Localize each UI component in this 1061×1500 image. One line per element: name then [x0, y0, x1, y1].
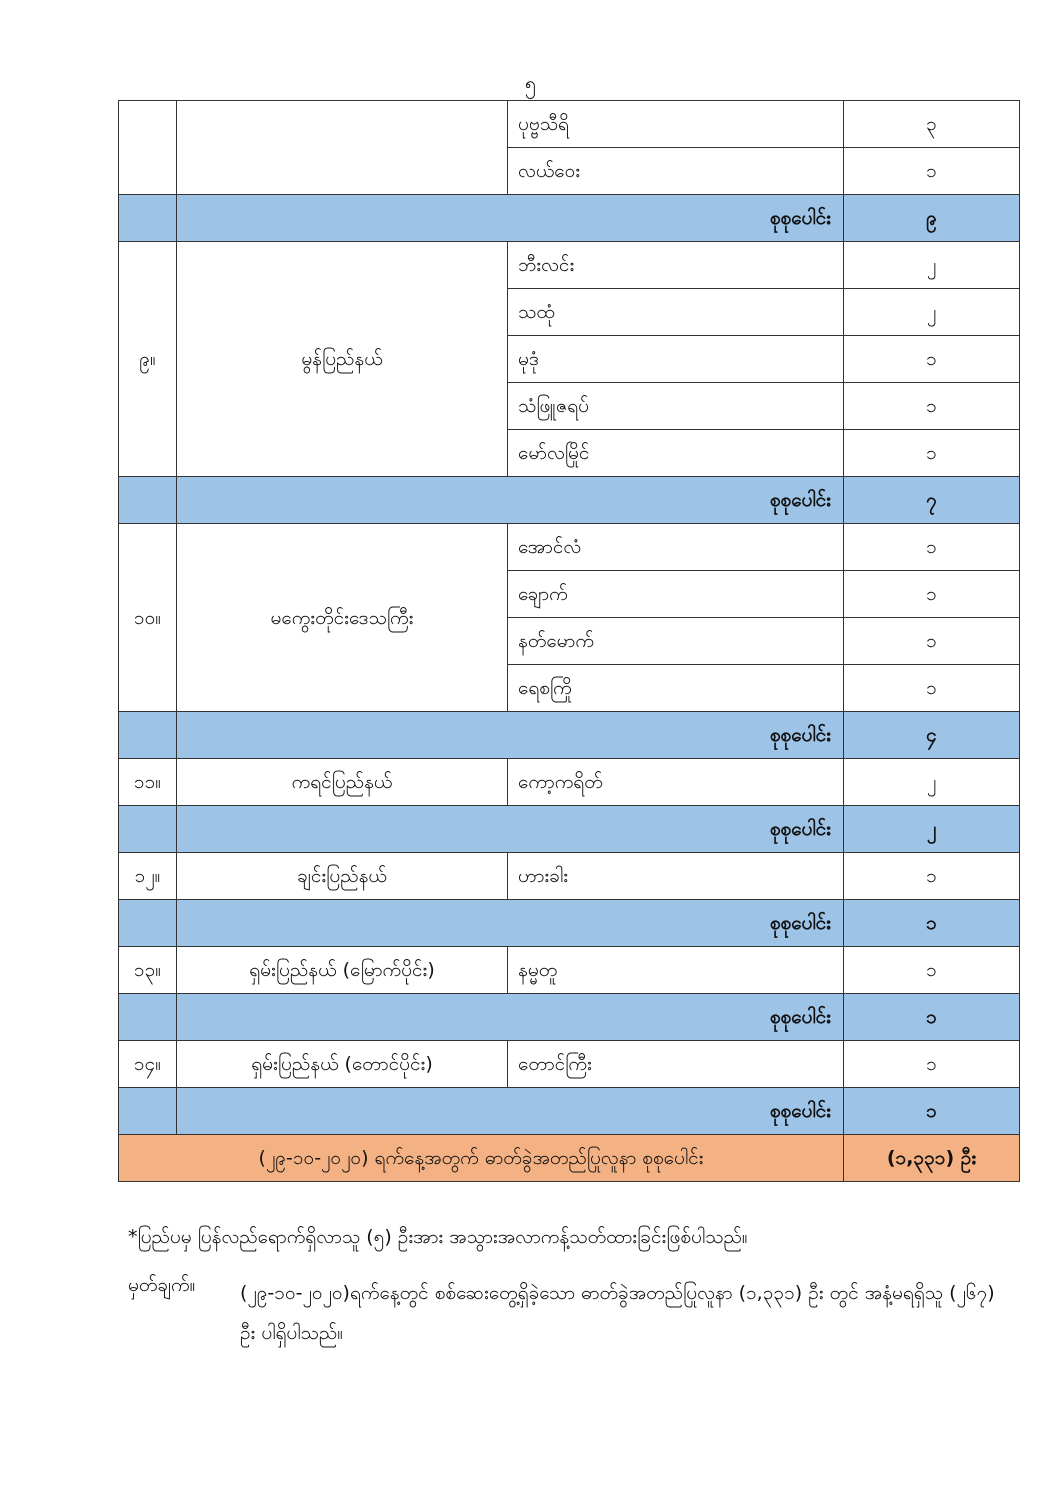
page-number: ၅	[524, 71, 537, 95]
region-cell	[177, 101, 508, 195]
notes-section	[128, 1225, 1008, 1353]
row-number-cell: ၉။	[119, 242, 177, 477]
subtotal-count: ၇	[844, 477, 1020, 524]
case-count-cell: ၁	[844, 1041, 1020, 1088]
remark-text: (၂၉-၁၀-၂၀၂၀)ရက်နေ့တွင် စစ်ဆေးတွေ့ရှိခဲ့သော ဓာတ်ခွဲအတည်ပြုလူနာ (၁,၃၃၁) ဦး တွင် အနံ့မရရှိသူ (၂၆၇) ဦး ပါရှိပါသည်။	[240, 1282, 995, 1344]
case-count-cell: ၁	[844, 571, 1020, 618]
table-row	[119, 947, 1020, 994]
region-cell: ချင်းပြည်နယ်	[177, 853, 508, 900]
grand-total-count: (၁,၃၃၁) ဦး	[844, 1135, 1020, 1182]
subtotal-label: စုစုပေါင်း	[177, 900, 844, 947]
township-cell: ကော့ကရိတ်	[508, 759, 844, 806]
table-row	[119, 101, 1020, 148]
subtotal-count: ၁	[844, 900, 1020, 947]
grand-total-label: (၂၉-၁၀-၂၀၂၀) ရက်နေ့အတွက် ဓာတ်ခွဲအတည်ပြုလူနာ စုစုပေါင်း	[119, 1135, 844, 1182]
subtotal-blank-cell	[119, 806, 177, 853]
row-number-cell: ၁၀။	[119, 524, 177, 712]
township-cell: သထုံ	[508, 289, 844, 336]
case-count-cell: ၁	[844, 665, 1020, 712]
case-count-cell: ၂	[844, 759, 1020, 806]
township-cell: ရေစကြို	[508, 665, 844, 712]
subtotal-row	[119, 195, 1020, 242]
subtotal-row	[119, 900, 1020, 947]
township-cell: လယ်ဝေး	[508, 148, 844, 195]
township-cell: နမ္မတူ	[508, 947, 844, 994]
region-cell: မကွေးတိုင်းဒေသကြီး	[177, 524, 508, 712]
subtotal-row	[119, 477, 1020, 524]
township-cell: ချောက်	[508, 571, 844, 618]
subtotal-label: စုစုပေါင်း	[177, 195, 844, 242]
case-count-cell: ၃	[844, 101, 1020, 148]
township-cell: အောင်လံ	[508, 524, 844, 571]
remark-label: မှတ်ချက်။	[128, 1274, 196, 1296]
case-count-cell: ၁	[844, 336, 1020, 383]
case-count-cell: ၁	[844, 383, 1020, 430]
cases-table	[118, 100, 1020, 1182]
township-cell: မုဒုံ	[508, 336, 844, 383]
subtotal-blank-cell	[119, 477, 177, 524]
subtotal-row	[119, 806, 1020, 853]
table-row	[119, 853, 1020, 900]
region-cell: ကရင်ပြည်နယ်	[177, 759, 508, 806]
subtotal-count: ၁	[844, 994, 1020, 1041]
grand-total-row	[119, 1135, 1020, 1182]
subtotal-count: ၄	[844, 712, 1020, 759]
case-count-cell: ၁	[844, 947, 1020, 994]
case-count-cell: ၁	[844, 524, 1020, 571]
case-count-cell: ၂	[844, 242, 1020, 289]
row-number-cell: ၁၂။	[119, 853, 177, 900]
subtotal-blank-cell	[119, 1088, 177, 1135]
township-cell: ပုဗ္ဗသီရိ	[508, 101, 844, 148]
subtotal-count: ၂	[844, 806, 1020, 853]
case-count-cell: ၁	[844, 853, 1020, 900]
subtotal-row	[119, 994, 1020, 1041]
subtotal-label: စုစုပေါင်း	[177, 1088, 844, 1135]
row-number-cell: ၁၄။	[119, 1041, 177, 1088]
subtotal-blank-cell	[119, 712, 177, 759]
case-count-cell: ၁	[844, 430, 1020, 477]
township-cell: နတ်မောက်	[508, 618, 844, 665]
table-row	[119, 242, 1020, 289]
table-row	[119, 524, 1020, 571]
case-count-cell: ၁	[844, 148, 1020, 195]
township-cell: သံဖြူဇရပ်	[508, 383, 844, 430]
subtotal-label: စုစုပေါင်း	[177, 712, 844, 759]
region-cell: ရှမ်းပြည်နယ် (တောင်ပိုင်း)	[177, 1041, 508, 1088]
case-count-cell: ၁	[844, 618, 1020, 665]
township-cell: ဟားခါး	[508, 853, 844, 900]
region-cell: ရှမ်းပြည်နယ် (မြောက်ပိုင်း)	[177, 947, 508, 994]
subtotal-row	[119, 712, 1020, 759]
township-cell: မော်လမြိုင်	[508, 430, 844, 477]
remark-note	[128, 1273, 1008, 1353]
subtotal-blank-cell	[119, 994, 177, 1041]
row-number-cell	[119, 101, 177, 195]
subtotal-count: ၉	[844, 195, 1020, 242]
subtotal-blank-cell	[119, 195, 177, 242]
subtotal-row	[119, 1088, 1020, 1135]
township-cell: ဘီးလင်း	[508, 242, 844, 289]
region-cell: မွန်ပြည်နယ်	[177, 242, 508, 477]
subtotal-label: စုစုပေါင်း	[177, 994, 844, 1041]
row-number-cell: ၁၁။	[119, 759, 177, 806]
case-count-cell: ၂	[844, 289, 1020, 336]
table-row	[119, 1041, 1020, 1088]
subtotal-label: စုစုပေါင်း	[177, 806, 844, 853]
table-row	[119, 759, 1020, 806]
returnee-note: *ပြည်ပမှ ပြန်လည်ရောက်ရှိလာသူ (၅) ဦးအား အသွားအလာကန့်သတ်ထားခြင်းဖြစ်ပါသည်။	[128, 1226, 748, 1248]
subtotal-count: ၁	[844, 1088, 1020, 1135]
subtotal-label: စုစုပေါင်း	[177, 477, 844, 524]
township-cell: တောင်ကြီး	[508, 1041, 844, 1088]
row-number-cell: ၁၃။	[119, 947, 177, 994]
subtotal-blank-cell	[119, 900, 177, 947]
